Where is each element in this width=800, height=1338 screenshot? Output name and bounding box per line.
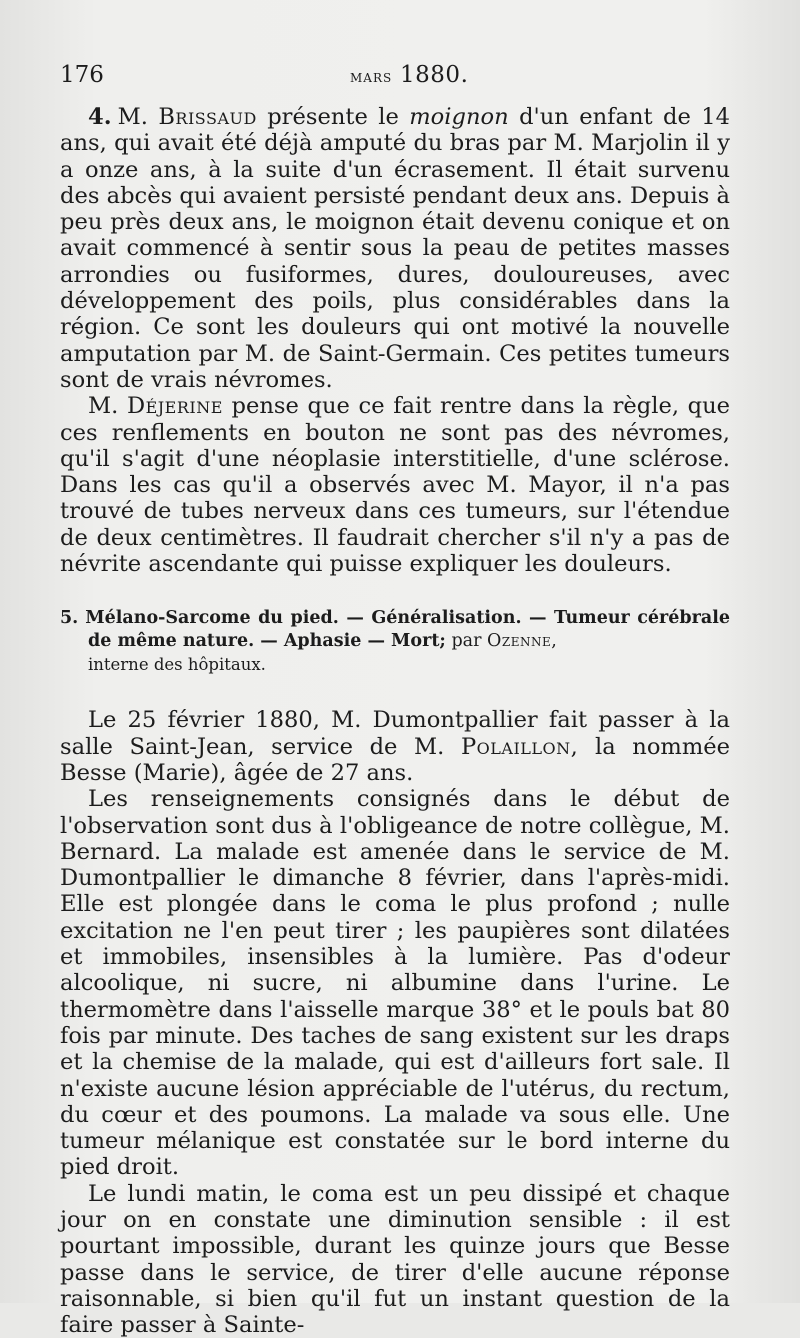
item5-paragraph-1 <box>60 707 730 786</box>
item4-italic-term: moignon <box>409 104 509 130</box>
item5-author-note: interne des hôpitaux. <box>88 655 266 675</box>
item4-p1-c: d'un enfant de 14 ans, qui avait été déjà amputé du bras par M. Marjolin il y a onze ans, à la suite d'un écrasement. Il était survenu des abcès qui avaient persisté pendant deux ans. Depuis à peu près deux ans, le moignon était devenu conique et on avait commencé à sentir sous la peau de petites masses arrondies ou fusiformes, dures, douloureuses, avec développement des poils, plus considérables dans la région. Ce sont les douleurs qui ont motivé la nouvelle amputation par M. de Saint-Germain. Ces petites tumeurs sont de vrais névromes. <box>60 104 731 393</box>
item5-name-polaillon: Polaillon, <box>460 733 579 760</box>
item5-by: par <box>451 631 482 652</box>
item5-title: Mélano-Sarcome du pied. — Généralisation. — Tumeur cérébrale de même nature. — Aphasie — Mort; <box>85 608 730 652</box>
item4-p1-a: M. <box>117 104 148 130</box>
item4-p1-b: présente le <box>267 104 399 130</box>
item4-number: 4. <box>88 104 112 130</box>
item5-heading <box>60 607 730 677</box>
item4-paragraph-2 <box>60 393 730 577</box>
running-title-month: mars <box>350 67 393 87</box>
item5-author: Ozenne, <box>487 631 558 652</box>
item5-p1-b: la nommée Besse (Marie), âgée de 27 ans. <box>60 733 731 786</box>
item4-author-brissaud: Brissaud <box>158 104 257 130</box>
item5-paragraph-3: Le lundi matin, le coma est un peu dissipé et chaque jour on en constate une diminution sensible : il est pourtant impossible, durant les quinze jours que Besse passe dans le service, de tirer d'elle aucune réponse raisonnable, si bien qu'il fut un instant question de la faire passer à Sainte- <box>60 1180 730 1338</box>
item5-p1-a: Le 25 février 1880, M. Dumontpallier fait passer à la salle Saint-Jean, service de M. <box>60 707 730 760</box>
item4-paragraph-1 <box>60 104 730 393</box>
running-title <box>350 62 468 88</box>
running-title-year: 1880. <box>400 62 469 88</box>
item5-paragraph-2: Les renseignements consignés dans le début de l'observation sont dus à l'obligeance de notre collègue, M. Bernard. La malade est amenée dans le service de M. Dumontpallier le dimanche 8 février, dans l'après-midi. Elle est plongée dans le coma le plus profond ; nulle excitation ne l'en peut tirer ; les paupières sont dilatées et immobiles, insensibles à la lumière. Pas d'odeur alcoolique, ni sucre, ni albumine dans l'urine. Le thermomètre dans l'aisselle marque 38° et le pouls bat 80 fois par minute. Des taches de sang existent sur les draps et la chemise de la malade, qui est d'ailleurs fort sale. Il n'existe aucune lésion appréciable de l'utérus, du rectum, du cœur et des poumons. La malade va sous elle. Une tumeur mélanique est constatée sur le bord interne du pied droit. <box>60 786 730 1181</box>
item4-p2-b: pense que ce fait rentre dans la règle, que ces renflements en bouton ne sont pas des névromes, qu'il s'agit d'une néoplasie interstitielle, d'une sclérose. Dans les cas qu'il a observés avec M. Mayor, il n'a pas trouvé de tubes nerveux dans ces tumeurs, sur l'étendue de deux centimètres. Il faudrait chercher s'il n'y a pas de névrite ascendante qui puisse expliquer les douleurs. <box>60 393 731 578</box>
item4-p2-a: M. <box>88 393 119 420</box>
page-header <box>60 62 730 98</box>
item5-number: 5. <box>60 608 79 629</box>
item4-author-dejerine: Déjerine <box>126 393 223 420</box>
page-number: 176 <box>60 62 104 88</box>
